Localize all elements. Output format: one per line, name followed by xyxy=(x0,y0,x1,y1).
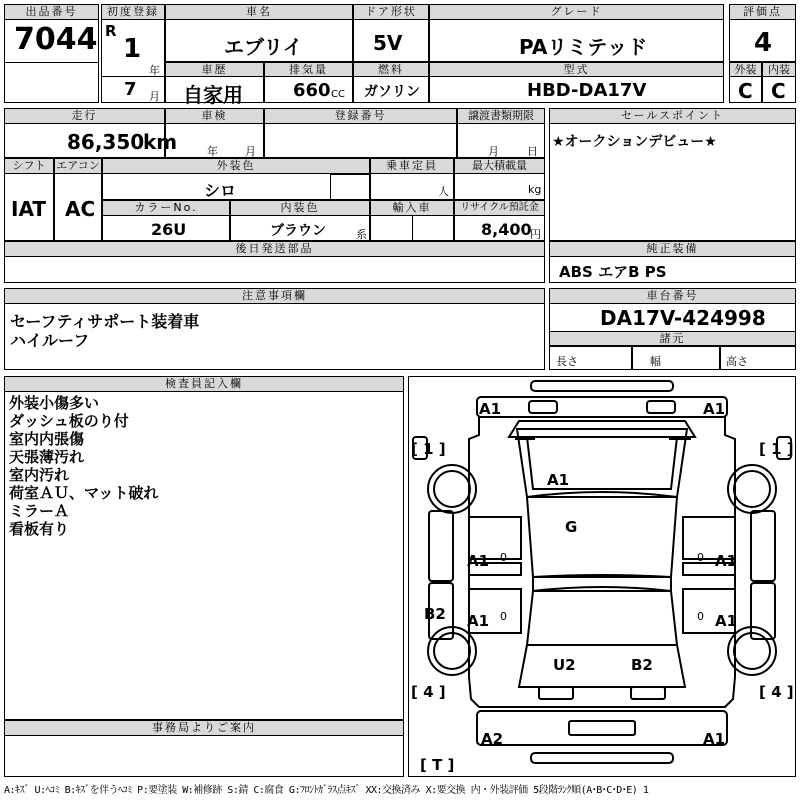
mark-left-rear-door: A1 xyxy=(467,612,490,630)
fuel-label: 燃料 xyxy=(353,62,429,77)
displacement-unit: CC xyxy=(331,89,345,100)
front-grille xyxy=(647,401,675,413)
sales-point-label: セールスポイント xyxy=(549,108,796,124)
import-label: 輸入車 xyxy=(370,200,454,216)
doc-month-unit: 月 xyxy=(488,145,499,158)
office-label: 事務局よりご案内 xyxy=(4,720,404,736)
grade: PAリミテッド xyxy=(519,35,648,59)
recycle-unit: 円 xyxy=(530,228,541,241)
mileage: 86,350 xyxy=(67,130,145,154)
ext-color-divider xyxy=(330,174,370,200)
later-parts-label: 後日発送部品 xyxy=(4,241,545,257)
rear-lamp-right xyxy=(631,687,665,699)
rear-bumper-strip xyxy=(531,753,673,763)
mark-zero: 0 xyxy=(500,610,507,623)
spec-length-label: 長さ xyxy=(556,355,578,368)
capacity-label: 乗車定員 xyxy=(370,158,454,174)
mark-right-rear-door: A1 xyxy=(715,612,738,630)
tag-rear-right: [ 4 ] xyxy=(759,683,794,701)
mark-left-quarter: B2 xyxy=(424,605,446,623)
caution-line-1: セーフティサポート装着車 xyxy=(10,312,200,331)
mark-front-right: A1 xyxy=(703,400,726,418)
int-color-unit: 系 xyxy=(356,228,367,241)
ext-color-label: 外装色 xyxy=(102,158,370,174)
mark-front-left: A1 xyxy=(479,400,502,418)
mark-zero: 0 xyxy=(697,551,704,564)
int-color: ブラウン xyxy=(270,223,326,239)
caution-line-2: ハイルーフ xyxy=(10,331,90,350)
specs-label: 諸元 xyxy=(549,331,796,346)
int-color-label: 内装色 xyxy=(230,200,370,216)
interior-label: 内装 xyxy=(762,62,796,77)
max-load-unit: kg xyxy=(528,183,542,196)
windshield xyxy=(517,429,687,497)
displacement-label: 排気量 xyxy=(264,62,353,77)
import-divider xyxy=(412,216,413,241)
capacity-unit: 人 xyxy=(438,185,449,198)
shift-label: シフト xyxy=(4,158,54,174)
first-reg-label: 初度登録 xyxy=(101,4,165,20)
mileage-unit: km xyxy=(143,130,178,154)
interior-grade: C xyxy=(771,79,786,103)
mark-left-front-door: A1 xyxy=(467,552,490,570)
inspector-line: ミラーＡ xyxy=(9,502,70,520)
mark-rear-bumper-right: A1 xyxy=(703,730,726,748)
displacement: 660 xyxy=(293,80,331,101)
caution-label: 注意事項欄 xyxy=(4,288,545,304)
mark-rear-bumper-left: A2 xyxy=(481,730,504,748)
front-bumper xyxy=(477,397,727,417)
car-name: エブリイ xyxy=(224,35,303,59)
sales-point-text: ★オークションデビュー★ xyxy=(552,134,717,150)
ext-color: シロ xyxy=(204,181,237,200)
equipment-label: 純正装備 xyxy=(549,241,796,257)
month-unit: 月 xyxy=(149,90,160,103)
mark-rear-glass: U2 xyxy=(553,656,576,674)
year-unit: 年 xyxy=(149,64,160,77)
back-door xyxy=(519,645,685,687)
doc-day-unit: 日 xyxy=(527,145,538,158)
inspector-line: 天張薄汚れ xyxy=(9,448,85,466)
reg-month: 7 xyxy=(124,79,137,100)
lot-number: 7044 xyxy=(14,22,98,57)
tag-left-1: [ 1 ] xyxy=(411,440,446,458)
tag-rear-left: [ 4 ] xyxy=(411,683,446,701)
inspection-month-unit: 月 xyxy=(245,145,256,158)
recycle-label: リサイクル預託金 xyxy=(454,200,545,216)
car-damage-diagram xyxy=(409,377,795,776)
inspector-line: 室内内張傷 xyxy=(9,430,85,448)
fuel: ガソリン xyxy=(364,84,420,100)
tag-right-1: [ 1 ] xyxy=(759,440,794,458)
equipment-text: ABS エアB PS xyxy=(559,263,667,281)
inspector-line: ダッシュ板のり付 xyxy=(9,412,129,430)
front-bumper-strip xyxy=(531,381,673,391)
spec-width-cell xyxy=(632,346,720,370)
exterior-grade: C xyxy=(738,79,753,103)
right-side-step xyxy=(751,511,775,581)
left-side-step xyxy=(429,511,453,581)
tag-tail: [ T ] xyxy=(420,756,455,774)
inspector-line: 外装小傷多い xyxy=(9,394,100,412)
inspector-line: 荷室ＡＵ、マット破れ xyxy=(9,484,159,502)
inspector-notes xyxy=(9,394,158,538)
reg-no-label: 登録番号 xyxy=(264,108,457,124)
score-label: 評価点 xyxy=(729,4,796,20)
chassis-label: 車台番号 xyxy=(549,288,796,304)
spec-width-label: 幅 xyxy=(650,355,661,368)
history-label: 車歴 xyxy=(165,62,264,77)
rear-bumper xyxy=(477,711,727,745)
inspector-label: 検査員記入欄 xyxy=(4,376,404,392)
inspection-year-unit: 年 xyxy=(207,145,218,158)
exterior-label: 外装 xyxy=(729,62,762,77)
era: R xyxy=(105,22,117,40)
chassis-number: DA17V-424998 xyxy=(600,306,766,330)
color-no: 26U xyxy=(151,220,187,239)
doc-deadline-label: 譲渡書類期限 xyxy=(457,108,545,124)
recycle-fee: 8,400 xyxy=(481,220,532,239)
door-type: 5V xyxy=(373,31,403,55)
history: 自家用 xyxy=(183,83,243,107)
lot-label: 出品番号 xyxy=(4,4,99,20)
ac: AC xyxy=(65,197,96,221)
color-no-label: カラーNo. xyxy=(102,200,230,216)
mark-zero: 0 xyxy=(500,551,507,564)
model-label: 型式 xyxy=(429,62,724,77)
legend: A:ｷｽﾞ U:ﾍｺﾐ B:ｷｽﾞを伴うﾍｺﾐ P:要塗装 W:補修跡 S:錆 C:腐食 G:ﾌﾛﾝﾄｶﾞﾗｽ点ｷｽﾞ XX:交換済み X:要交換 内・外装評価 5段階ﾗﾝｸ順(A･B･C･D･E) 1 xyxy=(4,785,649,796)
mark-right-front-door: A1 xyxy=(715,552,738,570)
roof xyxy=(527,492,677,577)
reg-year: 1 xyxy=(123,34,142,64)
rear-lamp-left xyxy=(539,687,573,699)
max-load-label: 最大積載量 xyxy=(454,158,545,174)
shift: IAT xyxy=(11,197,47,221)
sales-point-cell xyxy=(549,108,796,241)
front-grille xyxy=(529,401,557,413)
spec-height-label: 高さ xyxy=(726,355,748,368)
mark-roof: G xyxy=(565,518,578,536)
rear-glass xyxy=(527,587,677,645)
mark-back-door: B2 xyxy=(631,656,653,674)
mileage-label: 走行 xyxy=(4,108,165,124)
score: 4 xyxy=(754,28,773,58)
inspector-line: 室内汚れ xyxy=(9,466,70,484)
door-label: ドア形状 xyxy=(353,4,429,20)
lot-blank xyxy=(4,62,99,103)
model: HBD-DA17V xyxy=(527,80,647,101)
ac-label: エアコン xyxy=(54,158,102,174)
mark-windshield: A1 xyxy=(547,471,570,489)
inspector-line: 看板有り xyxy=(9,520,70,538)
inspection-label: 車検 xyxy=(165,108,264,124)
mark-zero: 0 xyxy=(697,610,704,623)
grade-label: グレード xyxy=(429,4,724,20)
car-name-label: 車名 xyxy=(165,4,353,20)
license-plate xyxy=(569,721,635,735)
